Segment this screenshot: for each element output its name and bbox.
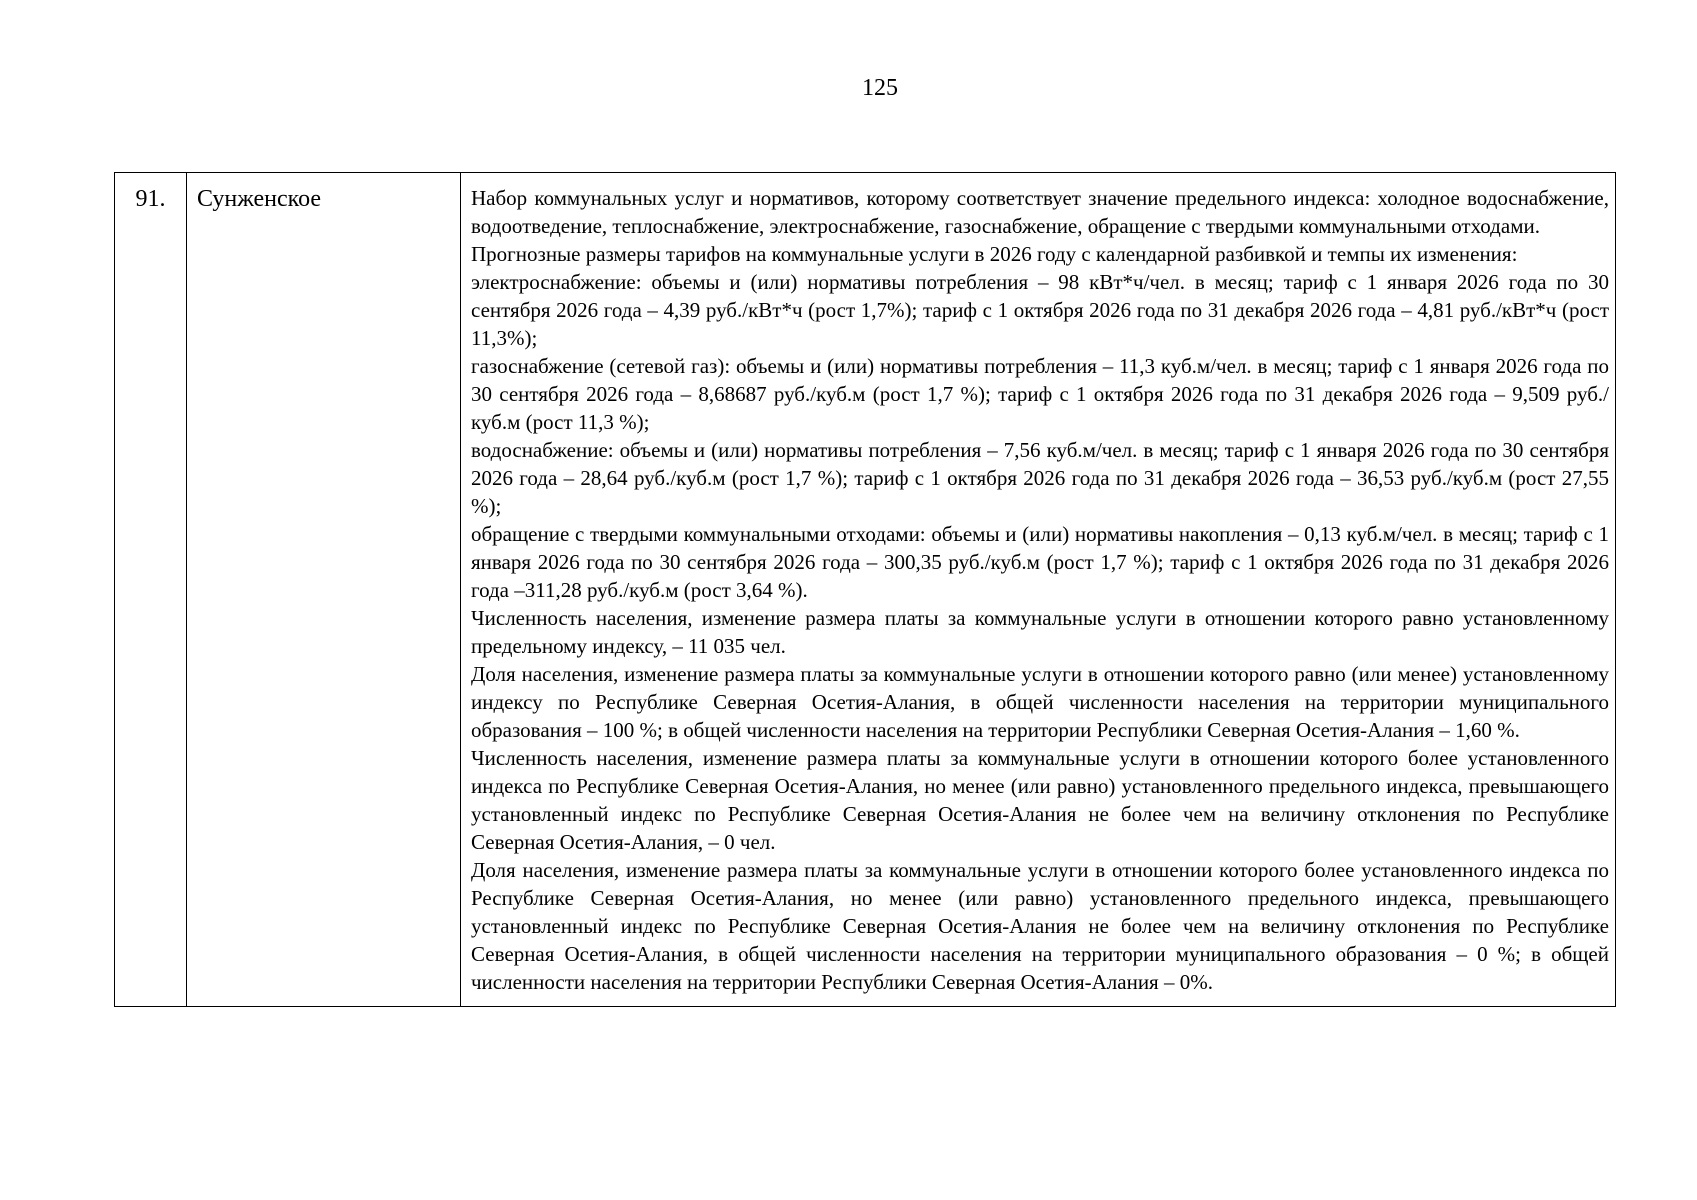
population-share-below-index-paragraph: Доля населения, изменение размера платы за коммунальные услуги в отношении которого равно (или менее) установленному индексу по Республике Северная Осетия-Алания, в общей численности населения на территории муниципального образования – 100 %; в общей численности населения на территории Республики Северная Осетия-Алания – 1,60 %. [471,662,1609,742]
table-row [115,173,1616,1007]
municipality-table [114,172,1616,1007]
population-at-limit-paragraph: Численность населения, изменение размера платы за коммунальные услуги в отношении которого равно установленному предельному индексу, – 11 035 чел. [471,606,1609,658]
electricity-tariff-paragraph: электроснабжение: объемы и (или) нормативы потребления – 98 кВт*ч/чел. в месяц; тариф с 1 января 2026 года по 30 сентября 2026 года – 4,39 руб./кВт*ч (рост 1,7%); тариф с 1 октября 2026 года по 31 декабря 2026 года – 4,81 руб./кВт*ч (рост 11,3%); [471,270,1609,350]
page-number: 125 [862,75,898,101]
tariff-description-cell [461,173,1616,1007]
waste-tariff-paragraph: обращение с твердыми коммунальными отходами: объемы и (или) нормативы накопления – 0,13 куб.м/чел. в месяц; тариф с 1 января 2026 года по 30 сентября 2026 года – 300,35 руб./куб.м (рост 1,7 %); тариф с 1 октября 2026 года по 31 декабря 2026 года –311,28 руб./куб.м (рост 3,64 %). [471,522,1609,602]
population-share-above-index-paragraph: Доля населения, изменение размера платы за коммунальные услуги в отношении которого более установленного индекса по Республике Северная Осетия-Алания, но менее (или равно) установленного предельного индекса, превышающего установленный индекс по Республике Северная Осетия-Алания не более чем на величину отклонения по Республике Северная Осетия-Алания, в общей численности населения на территории муниципального образования – 0 %; в общей численности населения на территории Республики Северная Осетия-Алания – 0%. [471,858,1609,994]
municipality-name-cell: Сунженское [187,173,461,1007]
services-set-paragraph: Набор коммунальных услуг и нормативов, которому соответствует значение предельного индекса: холодное водоснабжение, водоотведение, теплоснабжение, электроснабжение, газоснабжение, обращение с твердыми коммунальными отходами. [471,186,1609,238]
tariff-forecast-heading: Прогнозные размеры тарифов на коммунальные услуги в 2026 году с календарной разбивкой и темпы их изменения: [471,242,1518,266]
water-tariff-paragraph: водоснабжение: объемы и (или) нормативы потребления – 7,56 куб.м/чел. в месяц; тариф с 1 января 2026 года по 30 сентября 2026 года – 28,64 руб./куб.м (рост 1,7 %); тариф с 1 октября 2026 года по 31 декабря 2026 года – 36,53 руб./куб.м (рост 27,55 %); [471,438,1609,518]
row-number-cell: 91. [115,173,187,1007]
population-above-index-paragraph: Численность населения, изменение размера платы за коммунальные услуги в отношении которого более установленного индекса по Республике Северная Осетия-Алания, но менее (или равно) установленного предельного индекса, превышающего установленный индекс по Республике Северная Осетия-Алания не более чем на величину отклонения по Республике Северная Осетия-Алания, – 0 чел. [471,746,1609,854]
gas-tariff-paragraph: газоснабжение (сетевой газ): объемы и (или) нормативы потребления – 11,3 куб.м/чел. в месяц; тариф с 1 января 2026 года по 30 сентября 2026 года – 8,68687 руб./куб.м (рост 1,7 %); тариф с 1 октября 2026 года по 31 декабря 2026 года – 9,509 руб./куб.м (рост 11,3 %); [471,354,1609,434]
